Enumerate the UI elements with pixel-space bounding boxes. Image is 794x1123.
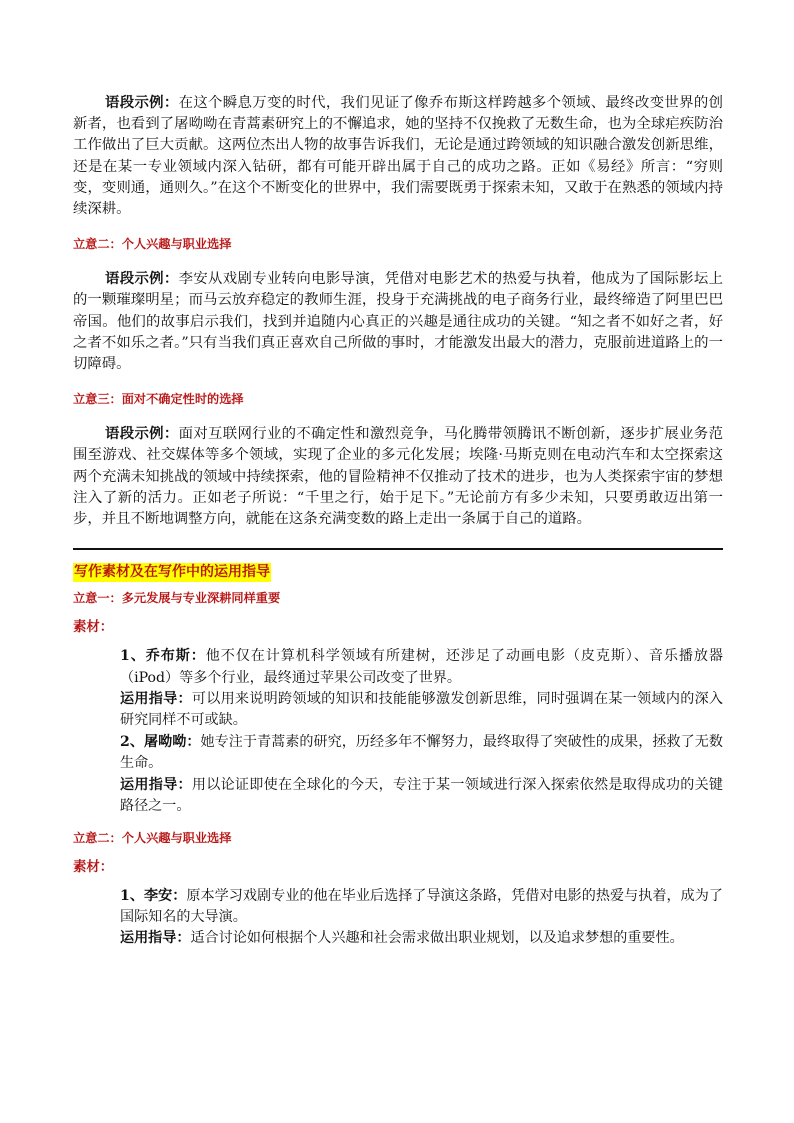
section-heading-3: 立意三：面对不确定性时的选择 [73, 392, 244, 407]
usage-guide: 运用指导：用以论证即使在全球化的今天，专注于某一领域进行深入探索依然是取得成功的关键路径之一。 [120, 776, 724, 815]
paragraph-text: 在这个瞬息万变的时代，我们见证了像乔布斯这样跨越多个领域、最终改变世界的创新者，也看到了屠呦呦在青蒿素研究上的不懈追求，她的坚持不仅挽救了无数生命，也为全球疟疾防治工作做出了巨大贡献。这两位杰出人物的故事告诉我们，无论是通过跨领域的知识融合激发创新思维，还是在某一专业领域内深入钻研，都有可能开辟出属于自己的成功之路。正如《易经》所言：“穷则变，变则通，通则久。”在这个不断变化的世界中，我们需要既勇于探索未知，又敢于在熟悉的领域内持续深耕。 [73, 95, 723, 218]
document-page [73, 92, 723, 950]
paragraph-text: 面对互联网行业的不确定性和激烈竞争，马化腾带领腾讯不断创新，逐步扩展业务范围至游戏、社交媒体等多个领域，实现了企业的多元化发展；埃隆·马斯克则在电动汽车和太空探索这两个充满未知挑战的领域中持续探索，他的冒险精神不仅推动了技术的进步，也为人类探索宇宙的梦想注入了新的活力。正如老子所说：“千里之行，始于足下。”无论前方有多少未知，只要勇敢迈出第一步，并且不断地调整方向，就能在这条充满变数的路上走出一条属于自己的道路。 [73, 426, 723, 528]
guide-title: 写作素材及在写作中的运用指导 [74, 564, 270, 581]
section-divider [73, 548, 723, 550]
material-item: 1、李安：原本学习戏剧专业的他在毕业后选择了导演这条路，凭借对电影的热爱与执着，成为了国际知名的大导演。 [120, 887, 724, 925]
material-list-1 [73, 646, 723, 817]
material-item: 1、乔布斯：他不仅在计算机科学领域有所建树，还涉足了动画电影（皮克斯）、音乐播放器（iPod）等多个行业，最终通过苹果公司改变了世界。 [120, 648, 724, 686]
example-paragraph-1 [73, 92, 723, 220]
material-label: 素材： [73, 859, 114, 875]
usage-guide: 运用指导：可以用来说明跨领域的知识和技能能够激发创新思维，同时强调在某一领域内的深入研究同样不可或缺。 [120, 691, 724, 729]
usage-guide: 运用指导：适合讨论如何根据个人兴趣和社会需求做出职业规划，以及追求梦想的重要性。 [120, 930, 684, 947]
paragraph-lead: 语段示例： [105, 425, 179, 443]
example-paragraph-2 [73, 268, 723, 375]
material-label: 素材： [73, 620, 114, 636]
material-list-2 [73, 886, 723, 950]
paragraph-text: 李安从戏剧专业转向电影导演，凭借对电影艺术的热爱与执着，他成为了国际影坛上的一颗璀璨明星；而马云放弃稳定的教师生涯，投身于充满挑战的电子商务行业，最终缔造了阿里巴巴帝国。他们的故事启示我们，找到并追随内心真正的兴趣是通往成功的关键。“知之者不如好之者，好之者不如乐之者。”只有当我们真正喜欢自己所做的事时，才能激发出最大的潜力，克服前进道路上的一切障碍。 [73, 271, 723, 373]
section-heading-2: 立意二：个人兴趣与职业选择 [73, 237, 232, 252]
guide-title-row [73, 561, 723, 582]
paragraph-lead: 语段示例： [105, 270, 179, 288]
material-item: 2、屠呦呦：她专注于青蒿素的研究，历经多年不懈努力，最终取得了突破性的成果，拯救了无数生命。 [120, 733, 724, 772]
example-paragraph-3 [73, 423, 723, 530]
paragraph-lead: 语段示例： [105, 94, 179, 111]
guide-heading-1: 立意一：多元发展与专业深耕同样重要 [73, 591, 281, 606]
guide-heading-2: 立意二：个人兴趣与职业选择 [73, 830, 232, 845]
